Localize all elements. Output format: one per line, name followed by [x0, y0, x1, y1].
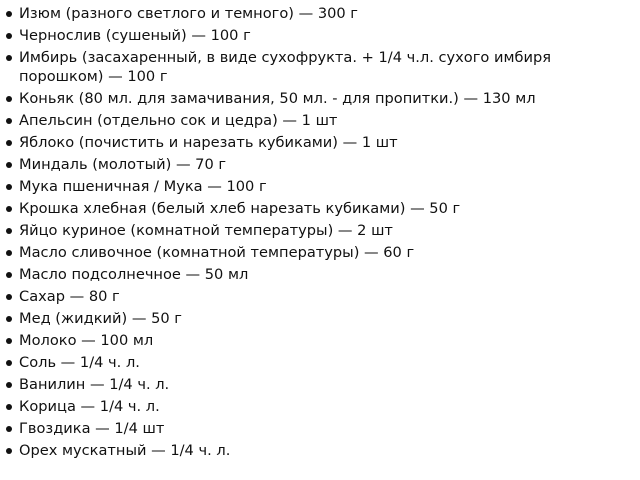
list-item-text: Молоко — 100 мл: [19, 332, 154, 349]
list-item: [6, 4, 630, 23]
bullet-icon: [6, 360, 12, 366]
bullet-icon: [6, 250, 12, 256]
list-item: [6, 441, 630, 460]
bullet-icon: [6, 162, 12, 168]
bullet-icon: [6, 11, 12, 17]
list-item-text: Сахар — 80 г: [19, 288, 120, 305]
list-item: [6, 26, 630, 45]
list-item-text: Миндаль (молотый) — 70 г: [19, 156, 227, 173]
list-item: [6, 287, 630, 306]
list-item-text: Изюм (разного светлого и темного) — 300 г: [19, 5, 358, 22]
list-item-text: Гвоздика — 1/4 шт: [19, 420, 165, 437]
list-item-text: Мука пшеничная / Мука — 100 г: [19, 178, 267, 195]
list-item-text: Апельсин (отдельно сок и цедра) — 1 шт: [19, 112, 338, 129]
list-item: [6, 221, 630, 240]
list-item-text: Яйцо куриное (комнатной температуры) — 2 шт: [19, 222, 393, 239]
bullet-icon: [6, 404, 12, 410]
list-item-text: Мед (жидкий) — 50 г: [19, 310, 182, 327]
list-item-text: Орех мускатный — 1/4 ч. л.: [19, 442, 231, 459]
bullet-icon: [6, 140, 12, 146]
list-item: [6, 89, 630, 108]
list-item: [6, 353, 630, 372]
bullet-icon: [6, 426, 12, 432]
list-item-text: Масло подсолнечное — 50 мл: [19, 266, 249, 283]
list-item: [6, 375, 630, 394]
list-item-text: Яблоко (почистить и нарезать кубиками) — 1 шт: [19, 134, 398, 151]
ingredient-list: [6, 4, 630, 460]
bullet-icon: [6, 206, 12, 212]
bullet-icon: [6, 316, 12, 322]
bullet-icon: [6, 448, 12, 454]
bullet-icon: [6, 382, 12, 388]
list-item: [6, 155, 630, 174]
list-item-text: Масло сливочное (комнатной температуры) — 60 г: [19, 244, 415, 261]
list-item: [6, 265, 630, 284]
bullet-icon: [6, 228, 12, 234]
list-item: [6, 331, 630, 350]
list-item-text: Имбирь (засахаренный, в виде сухофрукта. + 1/4 ч.л. сухого имбиря порошком) — 100 г: [19, 49, 551, 85]
list-item: [6, 199, 630, 218]
bullet-icon: [6, 96, 12, 102]
list-item: [6, 397, 630, 416]
list-item: [6, 111, 630, 130]
bullet-icon: [6, 294, 12, 300]
list-item: [6, 243, 630, 262]
bullet-icon: [6, 118, 12, 124]
list-item: [6, 309, 630, 328]
bullet-icon: [6, 338, 12, 344]
list-item-text: Чернослив (сушеный) — 100 г: [19, 27, 251, 44]
bullet-icon: [6, 184, 12, 190]
list-item-text: Крошка хлебная (белый хлеб нарезать кубиками) — 50 г: [19, 200, 461, 217]
list-item-text: Корица — 1/4 ч. л.: [19, 398, 160, 415]
bullet-icon: [6, 33, 12, 39]
list-item: [6, 419, 630, 438]
list-item-text: Соль — 1/4 ч. л.: [19, 354, 140, 371]
list-item: [6, 177, 630, 196]
bullet-icon: [6, 55, 12, 61]
list-item-text: Коньяк (80 мл. для замачивания, 50 мл. - для пропитки.) — 130 мл: [19, 90, 536, 107]
list-item: [6, 133, 630, 152]
bullet-icon: [6, 272, 12, 278]
list-item: [6, 48, 630, 86]
list-item-text: Ванилин — 1/4 ч. л.: [19, 376, 170, 393]
